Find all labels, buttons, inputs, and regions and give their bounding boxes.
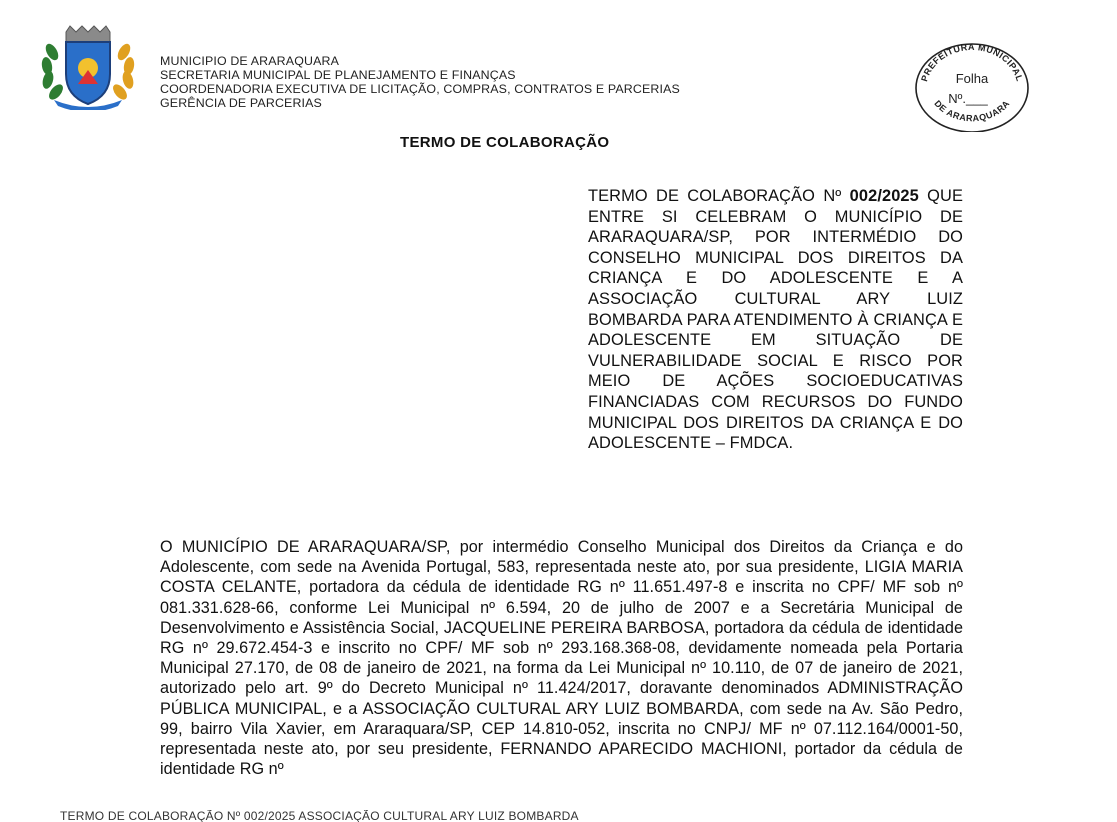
page-footer: TERMO DE COLABORAÇÃO Nº 002/2025 ASSOCIAÇÃO CULTURAL ARY LUIZ BOMBARDA	[60, 810, 579, 822]
document-title: TERMO DE COLABORAÇÃO	[400, 134, 610, 151]
stamp-ring-bottom: DE ARARAQUARA	[932, 98, 1012, 124]
abstract-block	[588, 186, 963, 454]
header-line-municipio: MUNICIPIO DE ARARAQUARA	[160, 54, 340, 68]
coat-of-arms-icon	[38, 24, 138, 110]
body-paragraph: O MUNICÍPIO DE ARARAQUARA/SP, por intermédio Conselho Municipal dos Direitos da Criança e do Adolescente, com sede na Avenida Portugal, 583, representada neste ato, por sua presidente, LIGIA MARIA COSTA CELANTE, portadora da cédula de identidade RG nº 11.651.497-8 e inscrita no CPF/ MF sob nº 081.331.628-66, conforme Lei Municipal nº 6.594, 20 de julho de 2007 e a Secretária Municipal de Desenvolvimento e Assistência Social, JACQUELINE PEREIRA BARBOSA, portadora da cédula de identidade RG nº 29.672.454-3 e inscrito no CPF/ MF sob nº 293.168.368-08, devidamente nomeada pela Portaria Municipal 27.170, de 08 de janeiro de 2021, na forma da Lei Municipal nº 10.110, de 07 de janeiro de 2021, autorizado pelo art. 9º do Decreto Municipal nº 11.424/2017, doravante denominados ADMINISTRAÇÃO PÚBLICA MUNICIPAL, e a ASSOCIAÇÃO CULTURAL ARY LUIZ BOMBARDA, com sede na Av. São Pedro, 99, bairro Vila Xavier, em Araraquara/SP, CEP 14.810-052, inscrita no CNPJ/ MF nº 07.112.164/0001-50, representada neste ato, por seu presidente, FERNANDO APARECIDO MACHIONI, portador da cédula de identidade RG nº	[160, 538, 963, 779]
header-line-coordenadoria: COORDENADORIA EXECUTIVA DE LICITAÇÃO, COMPRAS, CONTRATOS E PARCERIAS	[160, 82, 680, 96]
header-institution-lines	[160, 54, 680, 110]
abstract-text: QUE ENTRE SI CELEBRAM O MUNICÍPIO DE ARARAQUARA/SP, POR INTERMÉDIO DO CONSELHO MUNICIPAL DOS DIREITOS DA CRIANÇA E DO ADOLESCENTE E A ASSOCIAÇÃO CULTURAL ARY LUIZ BOMBARDA PARA ATENDIMENTO À CRIANÇA E ADOLESCENTE EM SITUAÇÃO DE VULNERABILIDADE SOCIAL E RISCO POR MEIO DE AÇÕES SOCIOEDUCATIVAS FINANCIADAS COM RECURSOS DO FUNDO MUNICIPAL DOS DIREITOS DA CRIANÇA E DO ADOLESCENTE – FMDCA.	[588, 187, 963, 453]
abstract-prefix: TERMO DE COLABORAÇÃO Nº	[588, 187, 850, 205]
abstract-number: 002/2025	[849, 187, 919, 205]
header-line-gerencia: GERÊNCIA DE PARCERIAS	[160, 96, 322, 110]
header-line-secretaria: SECRETARIA MUNICIPAL DE PLANEJAMENTO E FINANÇAS	[160, 68, 516, 82]
page-stamp	[912, 40, 1032, 132]
stamp-numero: Nº.___	[948, 91, 988, 106]
stamp-ring-top: PREFEITURA MUNICIPAL	[919, 41, 1025, 83]
stamp-folha: Folha	[955, 71, 989, 86]
